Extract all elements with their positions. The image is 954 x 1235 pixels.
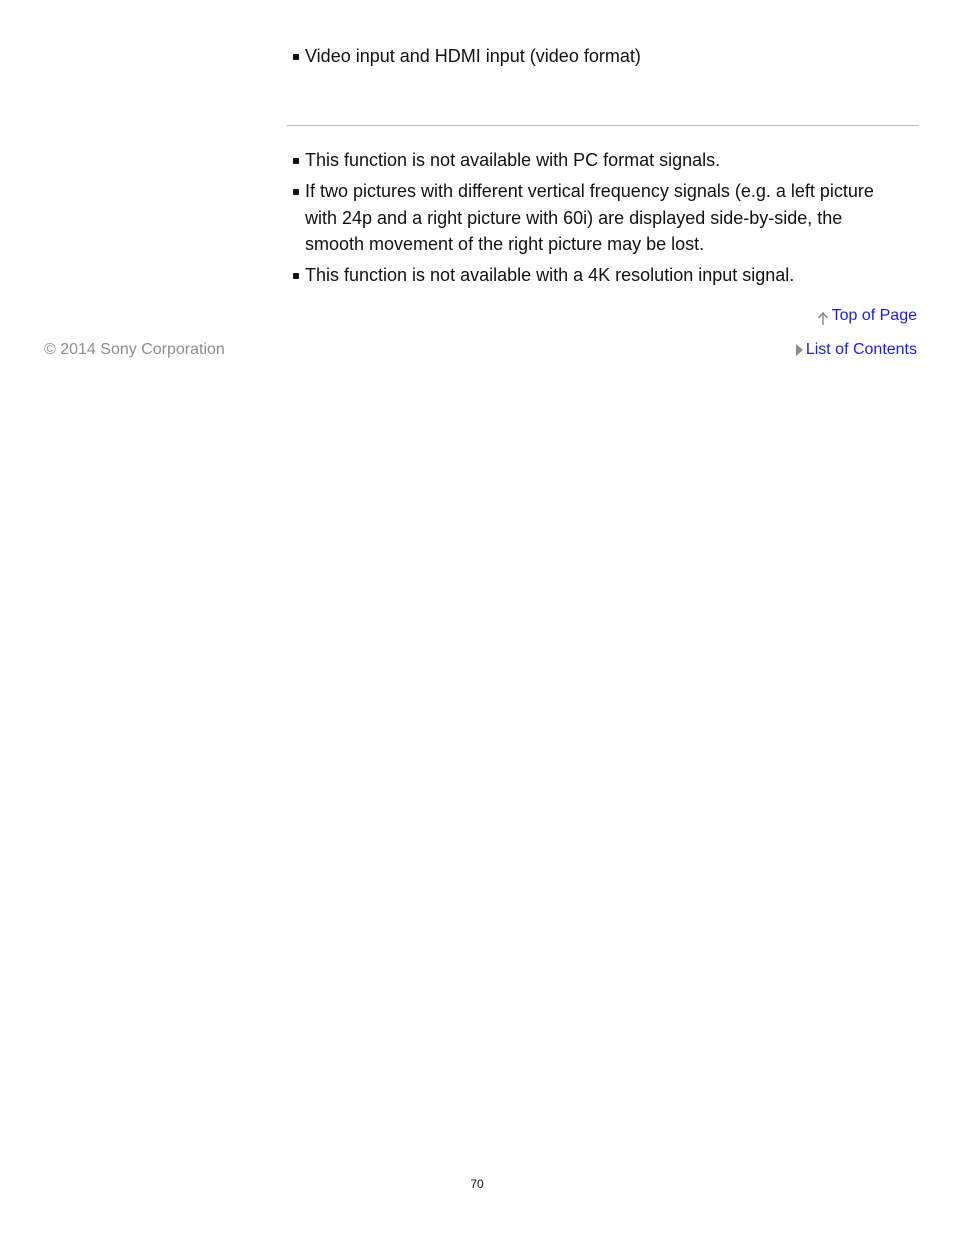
list-of-contents-link[interactable] [796,341,917,359]
copyright-text: © 2014 Sony Corporation [44,341,225,358]
top-of-page-link[interactable] [817,306,917,326]
list-item-text: If two pictures with different vertical frequency signals (e.g. a left picture with 24p and a right picture with 60i) are displayed side-by-side, the smooth movement of the right picture may be lost. [305,181,874,254]
list-item [292,43,902,70]
list-of-contents-label[interactable]: List of Contents [805,341,917,358]
list-item-text: Video input and HDMI input (video format) [305,46,641,66]
bullet-icon [293,54,299,60]
list-item [292,147,902,174]
bullet-icon [293,158,299,164]
page-number: 70 [470,1177,484,1191]
list-item [292,178,902,258]
notes-list [292,147,902,293]
list-item-text: This function is not available with PC format signals. [305,150,721,170]
up-arrow-icon [817,310,829,326]
top-of-page-label[interactable]: Top of Page [831,307,917,324]
list-item [292,262,902,289]
right-triangle-icon [796,344,803,356]
list-item-text: This function is not available with a 4K resolution input signal. [305,265,795,285]
bullet-icon [293,189,299,195]
bullet-icon [293,273,299,279]
input-format-list [292,43,902,70]
section-divider [287,125,919,126]
